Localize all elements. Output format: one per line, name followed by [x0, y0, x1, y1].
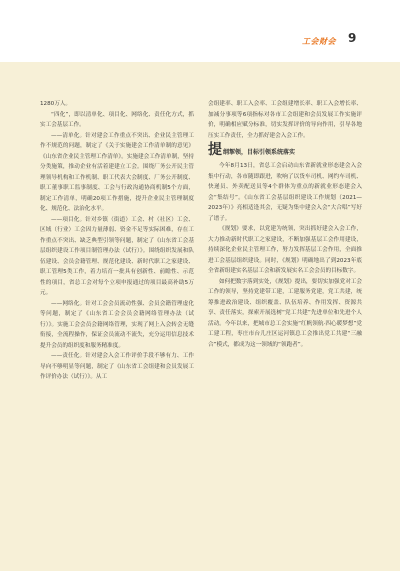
paragraph: 1280万人。	[40, 101, 72, 107]
right-column	[208, 99, 362, 350]
paragraph: ——网络化。针对工会会员流动性强、会员会籍管理虚化等问题，制定了《山东省工会会员会籍网络管理办法（试行）》。实施工会会员会籍网络管理，实现了网上入会转会无缝衔接，全流程操作，保证会员流动不流失，充分运用信息技术提升会员的组织度和服务精准度。	[40, 300, 194, 349]
column-brand: 工会财会	[302, 37, 336, 46]
section-heading-text: 纲挈领，目标引领系统落实	[223, 149, 296, 156]
section-heading-initial: 提	[208, 142, 222, 158]
paragraph: 今年8月13日，省总工会启动山东省新就业形态建会入会集中行动，各市随即跟进，吹响了以货车司机、网约车司机、快递员、外卖配送员等4个群体为重点的新就业形态建会入会“集结号”。《山东省工会基层组织建设工作规划（2021—2023年）》亮相适逢其会，无疑为集中建会入会“大合唱”写好了谱子。	[208, 163, 362, 222]
page-number: 9	[348, 31, 357, 45]
paragraph: ——清单化。针对建会工作重点不突出、企业民主管理工作不规范的问题，制定了《关于实施建会工作清单制的意见》《山东省企业民主管理工作清单》。实施建会工作清单制，坚持分类施策，推动企业有活着建建立工会。围绕厂务公开民主管理领导机构和工作机制、职工代表大会制度、厂务公开制度、职工董事职工监事制度、工会与行政沟通协商机制5个方面，制定工作清单，明确20项工作措施，提升企业民主管理制度化、规范化、法治化水平。	[40, 132, 194, 212]
paragraph: 如何把数字落到实处，《规划》提出，要切实加强党对工会工作的领导，坚持党建带工建，工建服务党建，党工共建，统筹推进政治建设、组织覆盖、队伍培养、作用发挥、资源共享、责任落实，探索开展选树“党工共建”先进单位和先进个人活动。今年以来，把城市总工会实施“红帆领航·四心暖梦想”党工建工程，枣庄市台儿庄区运河镇总工会推出党工共建“三融合”模式，都成为这一领域的“领跑者”。	[208, 278, 362, 348]
section-heading	[208, 143, 362, 157]
paragraph: ——责任化。针对建会入会工作评价手段不够有力、工作导向不够明显等问题，制定了《山东省工会组建和会员发展工作评价办法（试行）》。从工	[40, 353, 194, 380]
paragraph: 会组建率、职工入会率、工会组建增长率、职工入会增长率、加减分事项等6项指标对各市工会组建和会员发展工作实施评价，明确相应赋分标准，切实发挥评价的导向作用，引导各地压实工作责任，全力抓好建会入会工作。	[208, 101, 362, 139]
paragraph: 《规划》要求，以党建为统领，突出抓好建会入会工作，大力推动新时代职工之家建设，不断加强基层工会作用建设，持续深化企业民主管理工作，努力发挥基层工会作用，全面推进工会基层组织建设。同时，《规划》明确地出了到2023年底全省新组建实名基层工会和新发展实名工会会员的目标数字。	[208, 226, 362, 274]
paragraph: ——项目化。针对乡镇（街道）工会、村（社区）工会、区域（行业）工会因力量薄弱、资金不足等实际困难，存在工作重点不突出、缺乏典型引领等问题，制定了《山东省工会基层组织建设工作项目制管理办法（试行）》。围绕组织发展和队伍建设、会员会籍管理、规范化建设、新时代职工之家建设、职工管理5类工作，着力培育一批具有创新性、前瞻性、示范性的项目，省总工会对每个立项申报通过的项目最高补助5万元。	[40, 216, 194, 296]
page-header	[0, 0, 400, 62]
left-column	[40, 99, 194, 383]
paragraph: “四化”，即以清单化、项目化、网络化、责任化方式，抓实工会基层工作。	[40, 111, 194, 128]
